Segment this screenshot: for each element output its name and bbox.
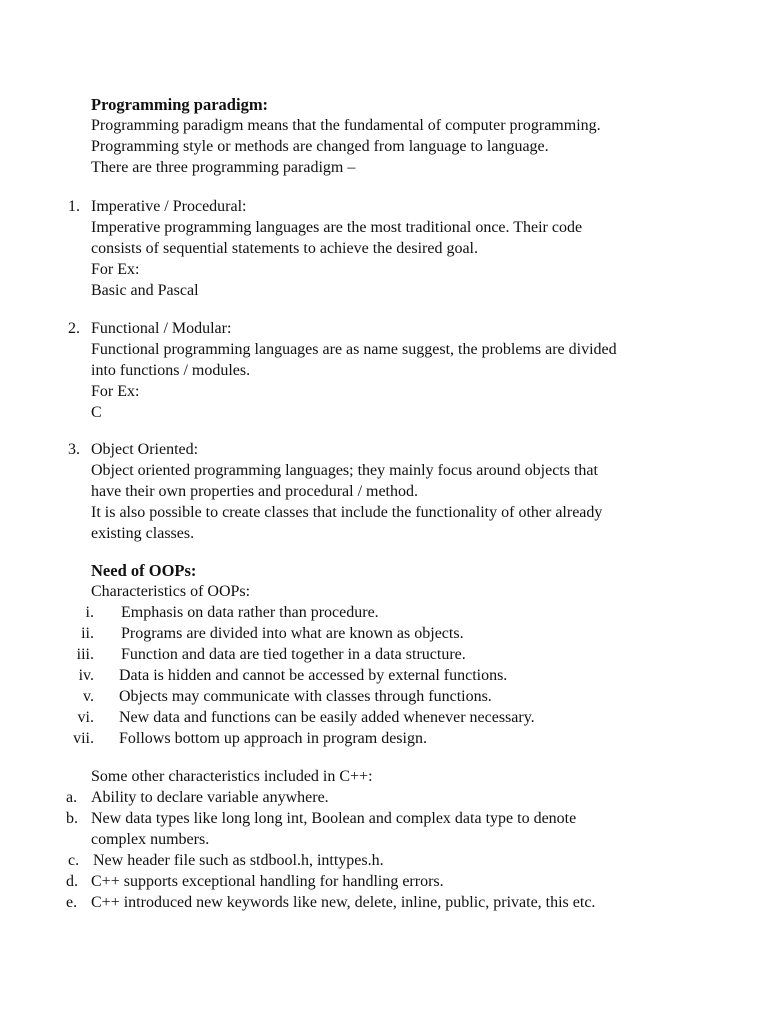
paradigm-line: Functional programming languages are as name suggest, the problems are divided: [91, 341, 617, 358]
list-number: vii.: [73, 730, 94, 747]
paradigm-line: It is also possible to create classes that include the functionality of other already: [91, 504, 603, 521]
paradigm-title: Imperative / Procedural:: [91, 198, 247, 215]
list-item: Emphasis on data rather than procedure.: [121, 604, 379, 621]
paradigm-item: [91, 196, 691, 301]
intro-line: There are three programming paradigm –: [91, 159, 356, 176]
list-number: ii.: [81, 625, 94, 642]
list-number: 1.: [68, 198, 80, 215]
list-number: i.: [85, 604, 94, 621]
cpp-intro: [91, 766, 691, 787]
list-item-continuation: complex numbers.: [91, 831, 210, 848]
paradigm-item: [91, 439, 691, 544]
intro-line: Programming style or methods are changed from language to language.: [91, 138, 549, 155]
list-number: c.: [68, 852, 80, 869]
list-item: C++ supports exceptional handling for handling errors.: [91, 873, 444, 890]
paradigm-line: existing classes.: [91, 525, 195, 542]
list-item: New header file such as stdbool.h, inttypes.h.: [93, 852, 384, 869]
paradigm-line: Object oriented programming languages; they mainly focus around objects that: [91, 462, 598, 479]
list-item: Data is hidden and cannot be accessed by external functions.: [119, 667, 508, 684]
paradigm-line: into functions / modules.: [91, 362, 251, 379]
list-number: iii.: [76, 646, 94, 663]
list-item: New data types like long long int, Boolean and complex data type to denote: [91, 810, 577, 827]
list-item: Ability to declare variable anywhere.: [91, 789, 329, 806]
list-number: 2.: [68, 320, 80, 337]
section-title: Programming paradigm:: [91, 95, 269, 114]
intro-line: Programming paradigm means that the fundamental of computer programming.: [91, 117, 601, 134]
list-number: a.: [66, 789, 78, 806]
list-number: v.: [83, 688, 94, 705]
list-number: iv.: [78, 667, 94, 684]
section-title: Need of OOPs:: [91, 561, 197, 580]
paradigm-line: For Ex:: [91, 261, 140, 278]
paradigm-line: Imperative programming languages are the most traditional once. Their code: [91, 219, 583, 236]
list-number: e.: [66, 894, 78, 911]
paradigm-title: Functional / Modular:: [91, 320, 232, 337]
paradigm-line: C: [91, 404, 102, 421]
list-item: Objects may communicate with classes through functions.: [119, 688, 492, 705]
list-number: vi.: [77, 709, 94, 726]
paradigm-line: Basic and Pascal: [91, 282, 199, 299]
paradigm-title: Object Oriented:: [91, 441, 199, 458]
paradigm-line: have their own properties and procedural / method.: [91, 483, 418, 500]
paradigm-line: For Ex:: [91, 383, 140, 400]
section-subtitle: Characteristics of OOPs:: [91, 583, 251, 600]
intro-section: [91, 94, 691, 178]
cpp-intro-text: Some other characteristics included in C++:: [91, 768, 373, 785]
list-item: Programs are divided into what are known as objects.: [121, 625, 464, 642]
list-item: Follows bottom up approach in program design.: [119, 730, 427, 747]
list-number: d.: [66, 873, 78, 890]
oops-section: [91, 560, 691, 602]
list-item: C++ introduced new keywords like new, delete, inline, public, private, this etc.: [91, 894, 596, 911]
list-number: b.: [66, 810, 78, 827]
list-item: Function and data are tied together in a data structure.: [121, 646, 466, 663]
paradigm-line: consists of sequential statements to achieve the desired goal.: [91, 240, 478, 257]
paradigm-item: [91, 318, 691, 423]
list-number: 3.: [68, 441, 80, 458]
list-item: New data and functions can be easily added whenever necessary.: [119, 709, 535, 726]
